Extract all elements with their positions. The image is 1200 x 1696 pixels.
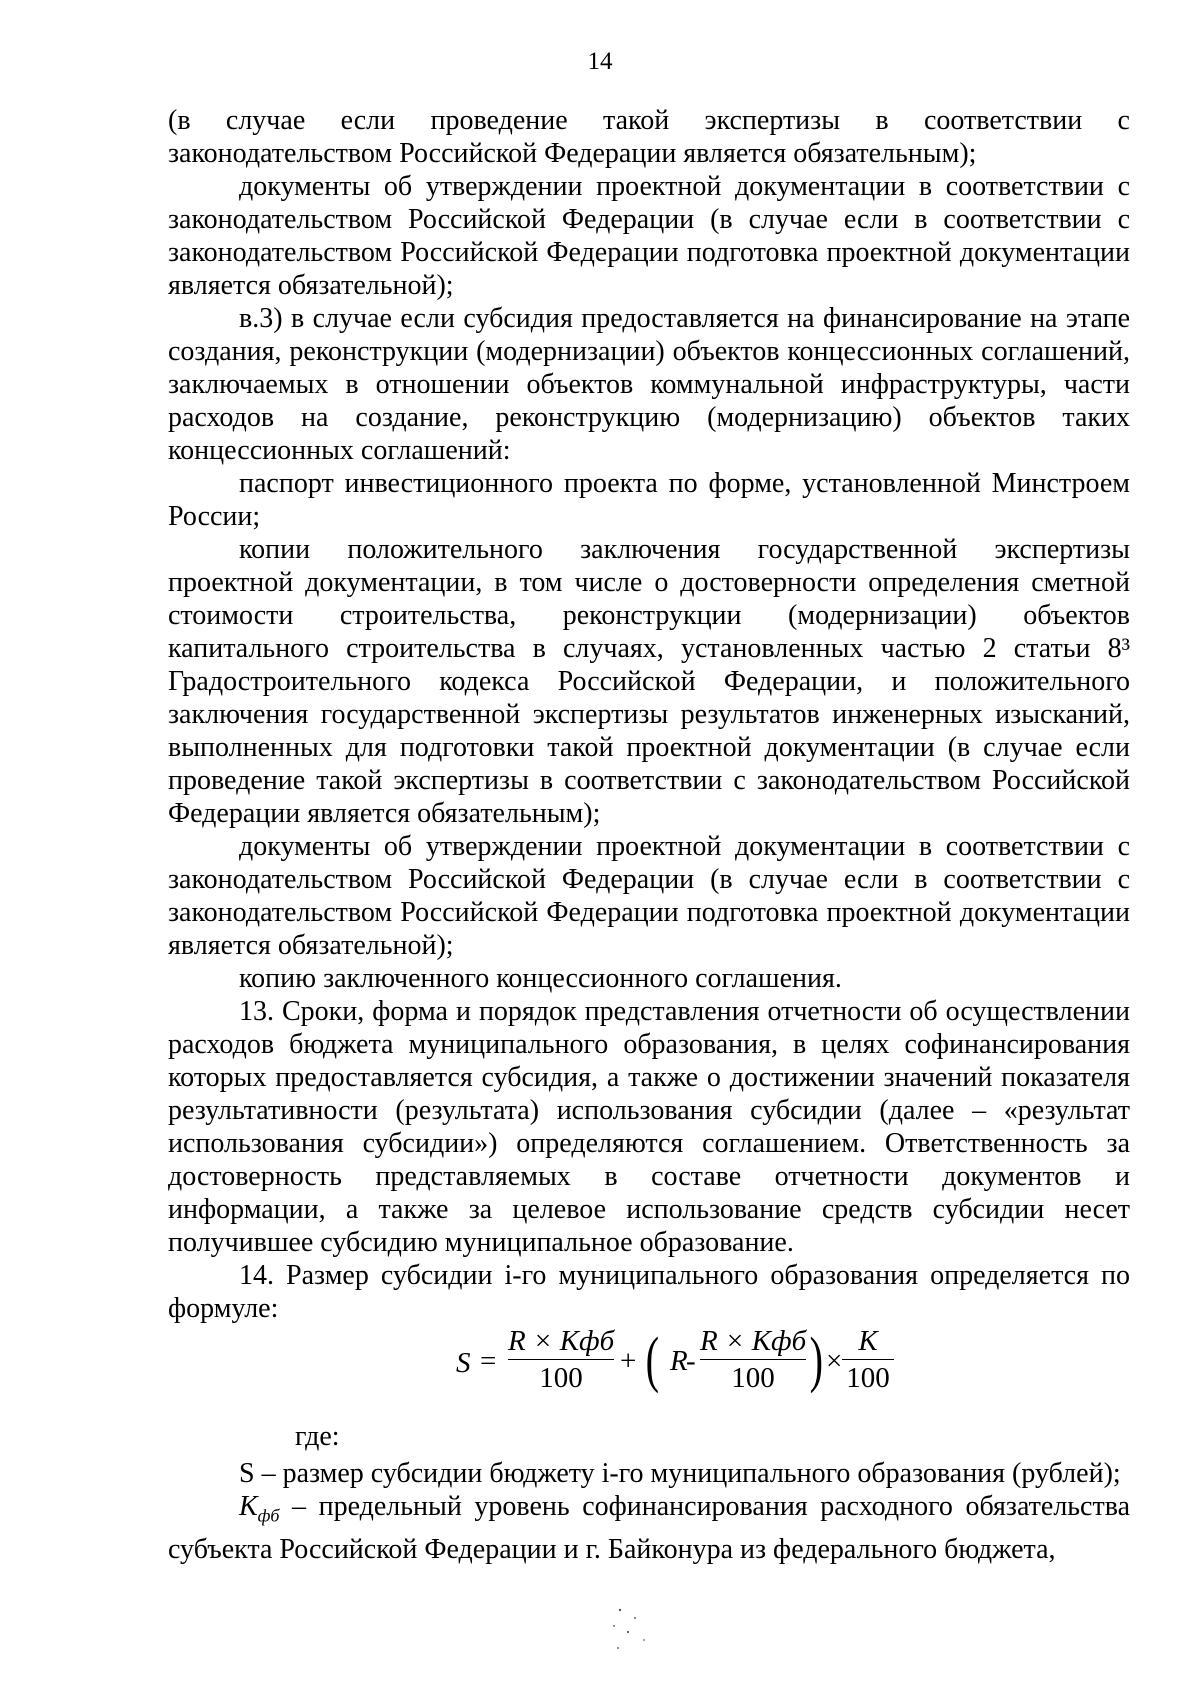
formula-equals: =	[480, 1345, 497, 1377]
definitions	[168, 1457, 1130, 1566]
kfb-symbol: $К_{фб}$	[239, 1491, 280, 1526]
paragraph: документы об утверждении проектной документации в соответствии с законодательством Российской Федерации (в случае если в соответствии с законодательством Российской Федерации подготовка проектной документации является обязательной);	[168, 171, 1130, 301]
formula-fraction-1	[508, 1325, 614, 1394]
formula-fraction-3	[842, 1325, 894, 1394]
left-paren: (	[645, 1326, 660, 1394]
subsidy-formula	[456, 1325, 916, 1401]
paragraph: паспорт инвестиционного проекта по форме, установленной Минстроем России;	[168, 468, 1130, 532]
fraction-denominator: 100	[539, 1362, 583, 1394]
page-number: 14	[587, 48, 613, 75]
fraction-bar	[508, 1359, 614, 1360]
fraction-denominator: 100	[731, 1362, 775, 1394]
fraction-numerator: R × Кфб	[508, 1325, 615, 1357]
definition-s: S – размер субсидии бюджету i-го муниципального образования (рублей);	[239, 1458, 1121, 1489]
formula-lhs: S	[456, 1347, 471, 1379]
where-label: где:	[295, 1421, 340, 1452]
fraction-numerator: R × Кфб	[700, 1325, 807, 1357]
document-body	[168, 104, 1130, 1325]
right-paren: )	[809, 1326, 824, 1394]
fraction-bar	[700, 1359, 806, 1360]
fraction-bar	[842, 1359, 894, 1360]
formula-fraction-2	[700, 1325, 806, 1394]
paragraph: в.3) в случае если субсидия предоставляется на финансирование на этапе создания, реконструкции (модернизации) объектов концессионных соглашений, заключаемых в отношении объектов коммунальной инфраструктуры, части расходов на создание, реконструкцию (модернизацию) объектов таких концессионных соглашений:	[168, 303, 1130, 466]
definition-kfb: $К_{фб}$ – предельный уровень софинансирования расходного обязательства субъекта Российской Федерации и г. Байконура из федерального бюджета,	[168, 1491, 1130, 1565]
paragraph: 14. Размер субсидии i-го муниципального образования определяется по формуле:	[168, 1260, 1130, 1324]
formula-plus: +	[620, 1345, 637, 1377]
fraction-denominator: 100	[846, 1362, 890, 1394]
paragraph: копии положительного заключения государственной экспертизы проектной документации, в том числе о достоверности определения сметной стоимости строительства, реконструкции (модернизации) объектов капитального строительства в случаях, установленных частью 2 статьи 8³ Градостроительного кодекса Российской Федерации, и положительного заключения государственной экспертизы результатов инженерных изысканий, выполненных для подготовки такой проектной документации (в случае если проведение такой экспертизы в соответствии с законодательством Российской Федерации является обязательным);	[168, 534, 1130, 829]
paragraph: копию заключенного концессионного соглашения.	[239, 963, 842, 994]
scan-artifact	[600, 1600, 670, 1660]
formula-minus: -	[686, 1345, 696, 1377]
paragraph: (в случае если проведение такой экспертизы в соответствии с законодательством Российской Федерации является обязательным);	[168, 105, 1130, 169]
fraction-numerator: K	[858, 1325, 878, 1357]
formula-times: ×	[826, 1345, 843, 1377]
paragraph: 13. Сроки, форма и порядок представления отчетности об осуществлении расходов бюджета муниципального образования, в целях софинансирования которых предоставляется субсидия, а также о достижении значений показателя результативности (результата) использования субсидии (далее – «результат использования субсидии») определяются соглашением. Ответственность за достоверность представляемых в составе отчетности документов и информации, а также за целевое использование средств субсидии несет получившее субсидию муниципальное образование.	[168, 996, 1130, 1258]
formula-inner-r: R	[670, 1345, 688, 1377]
paragraph: документы об утверждении проектной документации в соответствии с законодательством Российской Федерации (в случае если в соответствии с законодательством Российской Федерации подготовка проектной документации является обязательной);	[168, 831, 1130, 961]
